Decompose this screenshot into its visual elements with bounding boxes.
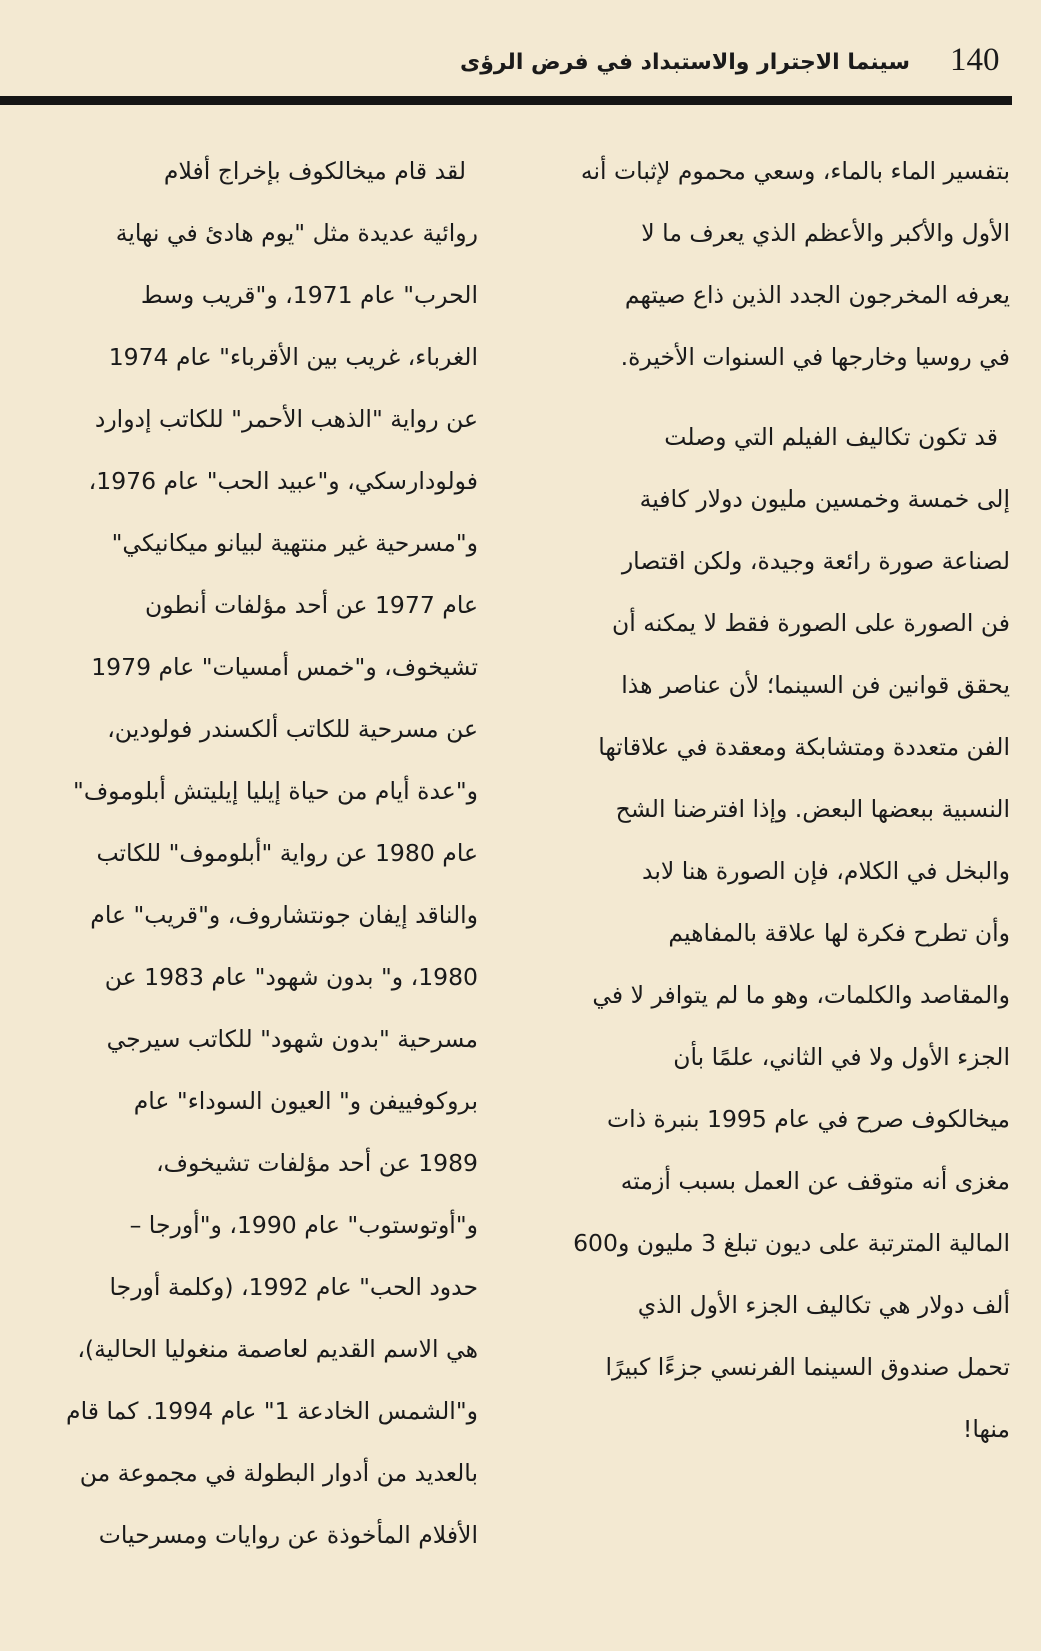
text-line: الحرب" عام 1971، و"قريب وسط (140, 281, 478, 309)
text-line: 1980، و" بدون شهود" عام 1983 عن (104, 963, 478, 991)
text-line: ألف دولار هي تكاليف الجزء الأول الذي (637, 1291, 1010, 1319)
text-line: و"عدة أيام من حياة إيليا إيليتش أبلوموف" (73, 777, 478, 805)
paragraph-gap (555, 388, 1010, 406)
header-rule (0, 96, 1012, 105)
text-line: لصناعة صورة رائعة وجيدة، ولكن اقتصار (621, 547, 1010, 575)
text-line: فن الصورة على الصورة فقط لا يمكنه أن (612, 609, 1010, 637)
text-line: 1989 عن أحد مؤلفات تشيخوف، (156, 1149, 478, 1177)
paragraph (20, 140, 478, 1566)
text-line: المالية المترتبة على ديون تبلغ 3 مليون و600 (573, 1229, 1010, 1257)
text-line: في روسيا وخارجها في السنوات الأخيرة. (620, 343, 1010, 371)
page-number: 140 (950, 42, 1000, 78)
text-line: الجزء الأول ولا في الثاني، علمًا بأن (673, 1043, 1010, 1071)
text-line: و"مسرحية غير منتهية لبيانو ميكانيكي" (111, 529, 478, 557)
text-line: لقد قام ميخالكوف بإخراج أفلام (163, 157, 466, 185)
text-line: يحقق قوانين فن السينما؛ لأن عناصر هذا (621, 671, 1010, 699)
text-line: قد تكون تكاليف الفيلم التي وصلت (664, 423, 998, 451)
text-line: منها! (962, 1415, 1010, 1443)
text-line: والبخل في الكلام، فإن الصورة هنا لابد (641, 857, 1010, 885)
text-line: تحمل صندوق السينما الفرنسي جزءًا كبيرًا (605, 1353, 1010, 1381)
text-line: بروكوفييفن و" العيون السوداء" عام (133, 1087, 478, 1115)
text-line: عن رواية "الذهب الأحمر" للكاتب إدوارد (94, 405, 478, 433)
text-line: والمقاصد والكلمات، وهو ما لم يتوافر لا في (592, 981, 1010, 1009)
text-line: إلى خمسة وخمسين مليون دولار كافية (639, 485, 1010, 513)
right-column (555, 140, 1010, 1460)
text-line: و"أوتوستوب" عام 1990، و"أورجا – (129, 1211, 478, 1239)
text-line: الأفلام المأخوذة عن روايات ومسرحيات (98, 1521, 478, 1549)
text-line: الأول والأكبر والأعظم الذي يعرف ما لا (641, 219, 1010, 247)
text-line: روائية عديدة مثل "يوم هادئ في نهاية (115, 219, 478, 247)
text-line: عام 1977 عن أحد مؤلفات أنطون (144, 591, 478, 619)
text-line: بالعديد من أدوار البطولة في مجموعة من (79, 1459, 478, 1487)
text-line: الفن متعددة ومتشابكة ومعقدة في علاقاتها (598, 733, 1010, 761)
text-line: عام 1980 عن رواية "أبلوموف" للكاتب (96, 839, 478, 867)
paragraph (555, 140, 1010, 388)
text-line: مغزى أنه متوقف عن العمل بسبب أزمته (620, 1167, 1010, 1195)
text-line: و"الشمس الخادعة 1" عام 1994. كما قام (66, 1397, 478, 1425)
text-line: هي الاسم القديم لعاصمة منغوليا الحالية)، (77, 1335, 478, 1363)
text-line: حدود الحب" عام 1992، (وكلمة أورجا (109, 1273, 478, 1301)
text-line: النسبية ببعضها البعض. وإذا افترضنا الشح (615, 795, 1010, 823)
text-line: فولودارسكي، و"عبيد الحب" عام 1976، (88, 467, 478, 495)
text-line: مسرحية "بدون شهود" للكاتب سيرجي (106, 1025, 478, 1053)
text-line: عن مسرحية للكاتب ألكسندر فولودين، (107, 715, 478, 743)
text-line: والناقد إيفان جونتشاروف، و"قريب" عام (90, 901, 478, 929)
book-title: سينما الاجترار والاستبداد في فرض الرؤى (460, 50, 910, 75)
text-line: تشيخوف، و"خمس أمسيات" عام 1979 (91, 653, 478, 681)
text-line: وأن تطرح فكرة لها علاقة بالمفاهيم (668, 919, 1010, 947)
left-column (20, 140, 478, 1566)
text-line: الغرباء، غريب بين الأقرباء" عام 1974 (108, 343, 478, 371)
text-line: ميخالكوف صرح في عام 1995 بنبرة ذات (606, 1105, 1010, 1133)
text-line: بتفسير الماء بالماء، وسعي محموم لإثبات أنه (580, 157, 1010, 185)
paragraph (555, 406, 1010, 1460)
text-line: يعرفه المخرجون الجدد الذين ذاع صيتهم (624, 281, 1010, 309)
